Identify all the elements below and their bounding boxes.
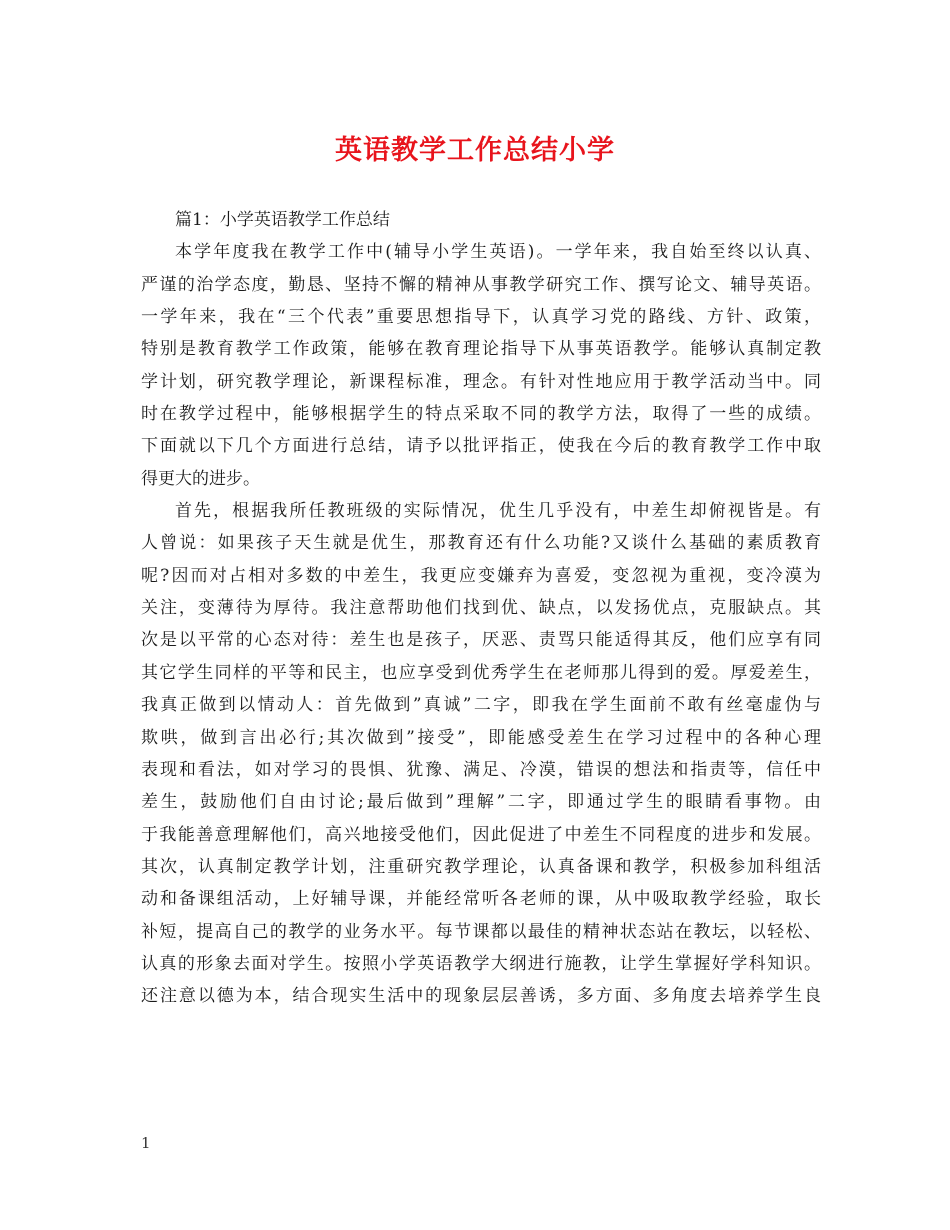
paragraph-line: 其次，认真制定教学计划，注重研究教学理论，认真备课和教学，积极参加科组活 bbox=[141, 856, 821, 877]
page-number: 1 bbox=[141, 1134, 151, 1152]
paragraph-line: 我真正做到以情动人：首先做到”真诚”二字，即我在学生面前不敢有丝毫虚伪与 bbox=[141, 695, 821, 716]
paragraph-line: 本学年度我在教学工作中(辅导小学生英语)。一学年来，我自始至终以认真、 bbox=[175, 242, 821, 263]
paragraph-line: 得更大的进步。 bbox=[141, 468, 260, 489]
paragraph-line: 差生，鼓励他们自由讨论;最后做到”理解”二字，即通过学生的眼睛看事物。由 bbox=[141, 792, 821, 813]
paragraph-line: 其它学生同样的平等和民主，也应享受到优秀学生在老师那儿得到的爱。厚爱差生， bbox=[141, 662, 821, 683]
paragraph-line: 特别是教育教学工作政策，能够在教育理论指导下从事英语教学。能够认真制定教 bbox=[141, 339, 821, 360]
paragraph-line: 补短，提高自己的教学的业务水平。每节课都以最佳的精神状态站在教坛，以轻松、 bbox=[141, 921, 821, 942]
paragraph-line: 动和备课组活动，上好辅导课，并能经常听各老师的课，从中吸取教学经验，取长 bbox=[141, 889, 821, 910]
paragraph-line: 于我能善意理解他们，高兴地接受他们，因此促进了中差生不同程度的进步和发展。 bbox=[141, 824, 821, 845]
paragraph-line: 关注，变薄待为厚待。我注意帮助他们找到优、缺点，以发扬优点，克服缺点。其 bbox=[141, 598, 821, 619]
paragraph-line: 学计划，研究教学理论，新课程标准，理念。有针对性地应用于教学活动当中。同 bbox=[141, 371, 821, 392]
paragraph-line: 首先，根据我所任教班级的实际情况，优生几乎没有，中差生却俯视皆是。有 bbox=[175, 501, 821, 522]
paragraph-line: 次是以平常的心态对待：差生也是孩子，厌恶、责骂只能适得其反，他们应享有同 bbox=[141, 630, 821, 651]
paragraph-line: 人曾说：如果孩子天生就是优生，那教育还有什么功能?又谈什么基础的素质教育 bbox=[141, 533, 821, 554]
paragraph-line: 严谨的治学态度，勤恳、坚持不懈的精神从事教学研究工作、撰写论文、辅导英语。 bbox=[141, 274, 821, 295]
paragraph-line: 时在教学过程中，能够根据学生的特点采取不同的教学方法，取得了一些的成绩。 bbox=[141, 404, 821, 425]
document-body bbox=[141, 204, 821, 1013]
paragraph-line: 还注意以德为本，结合现实生活中的现象层层善诱，多方面、多角度去培养学生良 bbox=[141, 986, 821, 1007]
document-title: 英语教学工作总结小学 bbox=[335, 135, 615, 166]
paragraph-line: 表现和看法，如对学习的畏惧、犹豫、满足、冷漠，错误的想法和指责等，信任中 bbox=[141, 759, 821, 780]
paragraph-line: 一学年来，我在“三个代表”重要思想指导下，认真学习党的路线、方针、政策， bbox=[141, 307, 821, 328]
paragraph-line: 欺哄，做到言出必行;其次做到”接受”，即能感受差生在学习过程中的各种心理 bbox=[141, 727, 821, 748]
paragraph-line: 认真的形象去面对学生。按照小学英语教学大纲进行施教，让学生掌握好学科知识。 bbox=[141, 953, 821, 974]
paragraph-line: 呢?因而对占相对多数的中差生，我更应变嫌弃为喜爱，变忽视为重视，变冷漠为 bbox=[141, 565, 821, 586]
paragraph-line: 下面就以下几个方面进行总结，请予以批评指正，使我在今后的教育教学工作中取 bbox=[141, 436, 821, 457]
section-heading: 篇1：小学英语教学工作总结 bbox=[175, 210, 390, 230]
